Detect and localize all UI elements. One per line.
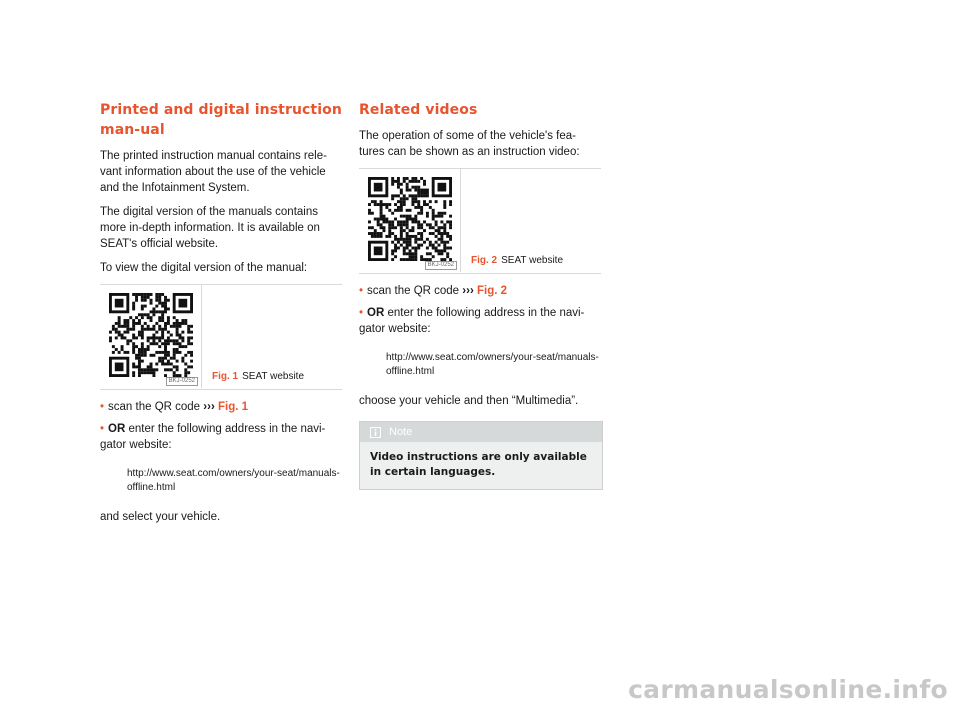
bullet-dot-icon: • (359, 285, 364, 297)
figure-code-label: BKJ-0252 (166, 377, 198, 386)
or-label: OR (108, 423, 126, 435)
paragraph-view-digital: To view the digital version of the manual: (100, 262, 308, 274)
right-column (359, 100, 601, 490)
figure-caption-text: SEAT website (242, 371, 305, 382)
figure-code-label: BKJ-0252 (425, 261, 457, 270)
note-body: Video instructions are only available in certain languages. (370, 451, 587, 478)
arrow-reference-icon: ››› (462, 285, 474, 297)
paragraph-select-vehicle: and select your vehicle. (100, 511, 221, 523)
bullet-text: enter the following address in the navi-gator website: (100, 423, 326, 451)
qr-code-icon (368, 177, 452, 261)
note-box (359, 421, 603, 490)
arrow-reference-icon: ››› (203, 401, 215, 413)
bullet-enter-address (359, 305, 601, 337)
or-label: OR (367, 307, 385, 319)
paragraph-choose-vehicle: choose your vehicle and then “Multimedia”. (359, 395, 579, 407)
bullet-text: scan the QR code (367, 285, 460, 297)
bullet-dot-icon: • (100, 423, 105, 435)
bullet-dot-icon: • (359, 307, 364, 319)
paragraph-instruction-video: The operation of some of the vehicle's fea-tures can be shown as an instruction video: (359, 130, 580, 158)
bullet-scan-qr (359, 283, 601, 299)
paragraph-digital-version: The digital version of the manuals contains more in-depth information. It is available on SEAT's official website. (100, 206, 320, 250)
note-label: Note (389, 426, 413, 438)
bullet-enter-address (100, 421, 342, 453)
figure-reference-link[interactable]: Fig. 1 (218, 401, 249, 413)
figure-caption (471, 255, 563, 267)
qr-code-icon (109, 293, 193, 377)
figure-number: Fig. 2 (471, 255, 498, 266)
figure-caption-text: SEAT website (501, 255, 564, 266)
figure-1 (100, 284, 342, 390)
manual-url: http://www.seat.com/owners/your-seat/manuals-offline.html (386, 352, 599, 377)
paragraph-printed-manual: The printed instruction manual contains rele-vant information about the use of the vehicle and the Infotainment System. (100, 150, 327, 194)
figure-reference-link[interactable]: Fig. 2 (477, 285, 508, 297)
qr-code-frame (359, 169, 461, 272)
figure-caption (212, 371, 304, 383)
bullet-text: scan the QR code (108, 401, 201, 413)
bullet-text: enter the following address in the navi-gator website: (359, 307, 585, 335)
info-icon (370, 427, 381, 438)
manual-url: http://www.seat.com/owners/your-seat/manuals-offline.html (127, 468, 340, 493)
note-header (360, 422, 602, 442)
figure-2 (359, 168, 601, 274)
section-heading-printed-digital: Printed and digital instruction man-ual (100, 102, 342, 138)
qr-code-frame (100, 285, 202, 388)
bullet-scan-qr (100, 399, 342, 415)
left-column (100, 100, 342, 533)
figure-number: Fig. 1 (212, 371, 239, 382)
section-heading-related-videos: Related videos (359, 102, 478, 118)
watermark: carmanualsonline.info (628, 675, 948, 704)
bullet-dot-icon: • (100, 401, 105, 413)
